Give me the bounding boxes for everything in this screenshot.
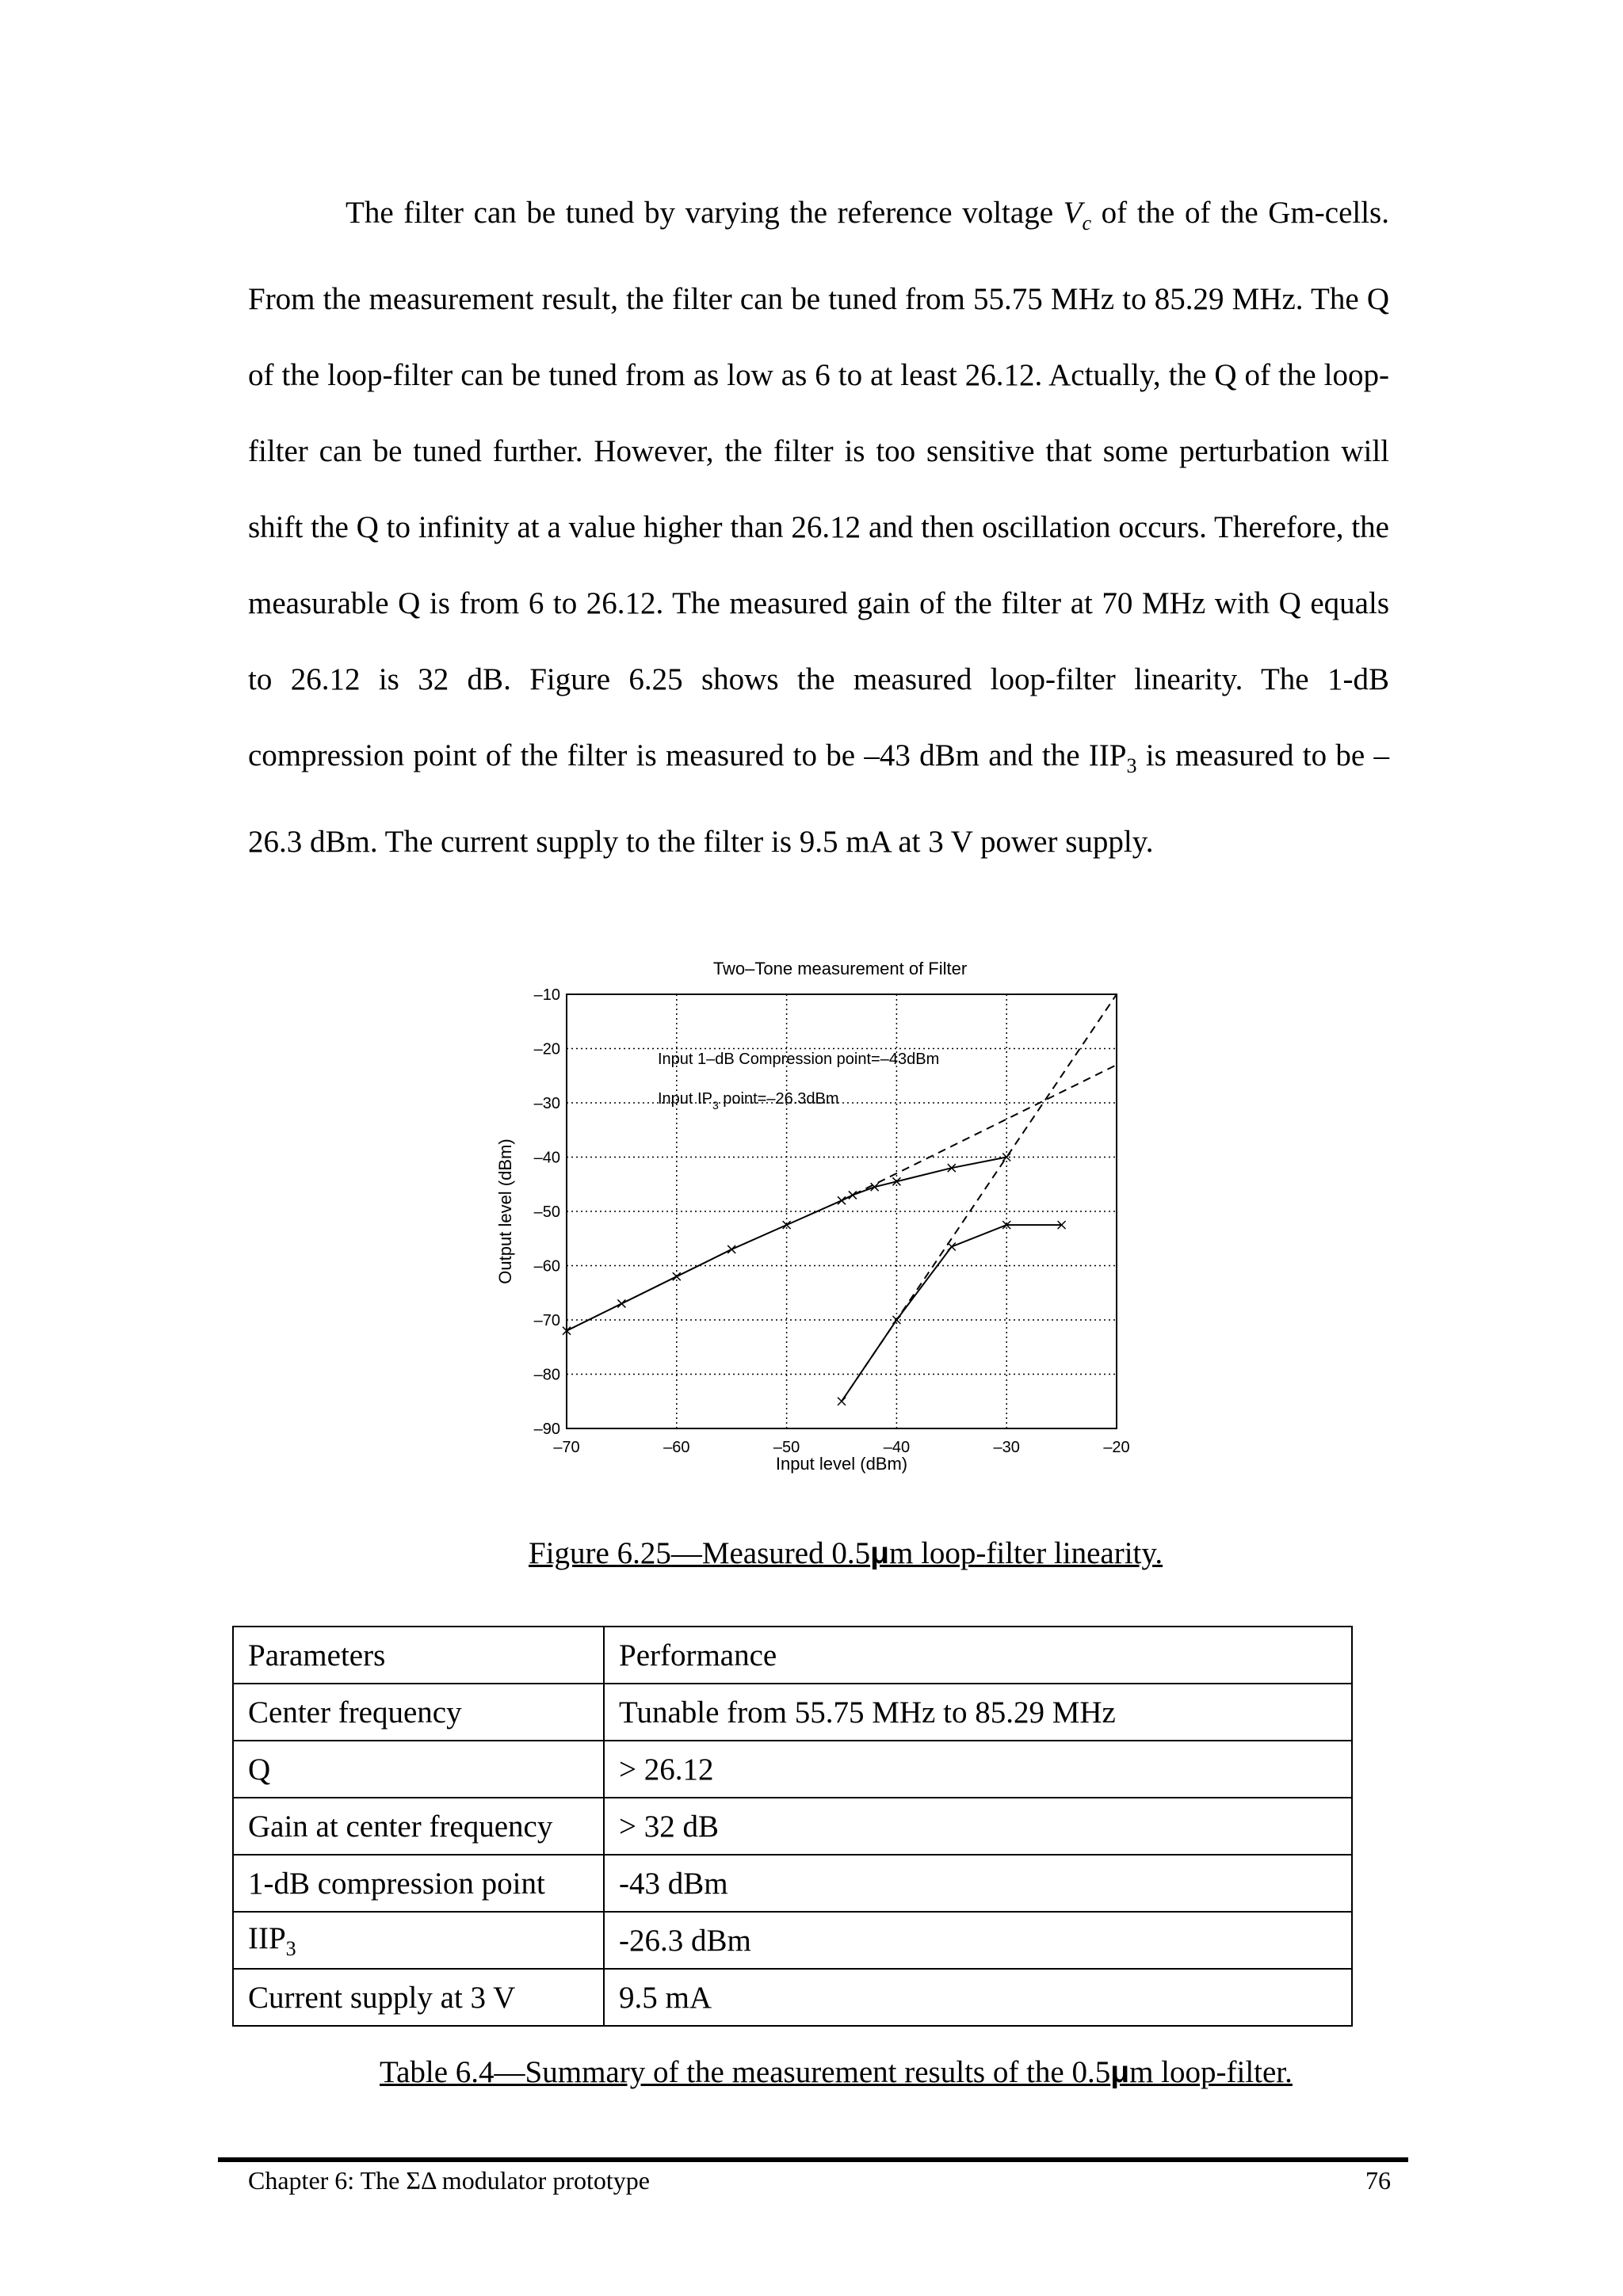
table-cell-perf: Tunable from 55.75 MHz to 85.29 MHz <box>604 1684 1352 1741</box>
data-point-marker <box>673 1272 681 1280</box>
iip-label: IIP <box>248 1920 286 1955</box>
annotation-ip3-sub: 3 <box>712 1099 719 1112</box>
table-cell-perf: -26.3 dBm <box>604 1912 1352 1969</box>
figure-caption-start: Figure 6.25—Measured 0.5 <box>529 1536 871 1570</box>
table-cell-perf: Performance <box>604 1627 1352 1684</box>
page-number: 76 <box>1365 2166 1391 2195</box>
x-axis-label: Input level (dBm) <box>775 1454 908 1474</box>
table-cell-param: Current supply at 3 V <box>233 1969 604 2026</box>
table-caption-end: m loop-filter. <box>1129 2055 1293 2089</box>
y-tick-label: –40 <box>533 1149 560 1167</box>
data-point-marker <box>727 1245 735 1253</box>
x-tick-label: –40 <box>883 1439 911 1456</box>
table-cell-perf: 9.5 mA <box>604 1969 1352 2026</box>
x-tick-label: –60 <box>663 1439 690 1456</box>
table-row <box>233 1684 1352 1741</box>
y-tick-label: –20 <box>533 1040 560 1058</box>
table-caption <box>380 2054 1293 2090</box>
y-tick-label: –80 <box>533 1366 560 1384</box>
y-tick-label: –70 <box>533 1312 560 1329</box>
table-caption-start: Table 6.4—Summary of the measurement results of the 0.5 <box>380 2055 1111 2089</box>
vc-symbol: V <box>1063 196 1083 230</box>
table-row <box>233 1855 1352 1912</box>
table-cell-param <box>233 1912 604 1969</box>
x-tick-label: –70 <box>553 1439 580 1456</box>
table-cell-param: Q <box>233 1741 604 1798</box>
y-tick-label: –90 <box>533 1421 560 1438</box>
table-cell-param: Gain at center frequency <box>233 1798 604 1855</box>
x-tick-label: –20 <box>1103 1439 1130 1456</box>
table-cell-perf: > 26.12 <box>604 1741 1352 1798</box>
iip-subscript: 3 <box>1126 753 1137 777</box>
series-line <box>842 1065 1117 1200</box>
data-point-marker <box>849 1191 857 1199</box>
table-cell-perf: > 32 dB <box>604 1798 1352 1855</box>
table-row <box>233 1912 1352 1969</box>
table-row <box>233 1969 1352 2026</box>
table-caption-mu: μ <box>1110 2055 1130 2089</box>
table-row <box>233 1798 1352 1855</box>
data-point-marker <box>617 1299 625 1307</box>
y-tick-label: –30 <box>533 1095 560 1112</box>
paragraph-text-middle: of the of the Gm-cells. From the measurement result, the filter can be tuned from 55.75 MHz to 85.29 MHz. The Q of the loop-filter can be tuned from as low as 6 to at least 26.12. Actually, the Q of the loop-filter can be tuned further. However, the filter is too sensitive that some perturbation will shift the Q to infinity at a value higher than 26.12 and then oscillation occurs. Therefore, the measurable Q is from 6 to 26.12. The measured gain of the filter at 70 MHz with Q equals to 26.12 is 32 dB. Figure 6.25 shows the measured loop-filter linearity. The 1-dB compression point of the filter is measured to be –43 dBm and the IIP <box>248 196 1389 772</box>
table-cell-perf: -43 dBm <box>604 1855 1352 1912</box>
linearity-chart <box>491 951 1141 1489</box>
table-cell-param: 1-dB compression point <box>233 1855 604 1912</box>
table-row <box>233 1627 1352 1684</box>
footer-rule <box>218 2157 1408 2162</box>
table-cell-param: Center frequency <box>233 1684 604 1741</box>
results-table <box>232 1626 1353 2027</box>
vc-subscript: c <box>1082 211 1091 235</box>
annotation-ip3-label: Input IP <box>658 1090 712 1108</box>
chart-title: Two–Tone measurement of Filter <box>712 959 968 978</box>
data-point-marker <box>838 1196 846 1204</box>
table-cell-param: Parameters <box>233 1627 604 1684</box>
figure-caption-end: m loop-filter linearity. <box>888 1536 1163 1570</box>
y-tick-label: –10 <box>533 986 560 1004</box>
paragraph-text-start: The filter can be tuned by varying the reference voltage <box>346 196 1064 230</box>
y-axis-label: Output level (dBm) <box>495 1138 515 1284</box>
body-paragraph <box>248 175 1389 880</box>
x-tick-label: –50 <box>773 1439 800 1456</box>
footer-chapter: Chapter 6: The ΣΔ modulator prototype <box>248 2166 650 2195</box>
series-line <box>842 1225 1062 1402</box>
figure-caption <box>529 1535 1163 1571</box>
linearity-chart-svg <box>491 951 1141 1489</box>
annotation-ip3 <box>658 1090 839 1112</box>
table-row <box>233 1741 1352 1798</box>
x-tick-label: –30 <box>993 1439 1020 1456</box>
annotation-ip3-value: point=–26.3dBm <box>718 1090 839 1108</box>
annotation-compression: Input 1–dB Compression point=–43dBm <box>658 1051 940 1068</box>
y-tick-label: –50 <box>533 1203 560 1221</box>
y-tick-label: –60 <box>533 1257 560 1276</box>
paragraph-text-end: is measured to be –26.3 dBm. The current supply to the filter is 9.5 mA at 3 V power supply. <box>248 738 1389 859</box>
figure-caption-mu: μ <box>870 1536 889 1570</box>
iip-label-sub: 3 <box>285 1936 296 1960</box>
